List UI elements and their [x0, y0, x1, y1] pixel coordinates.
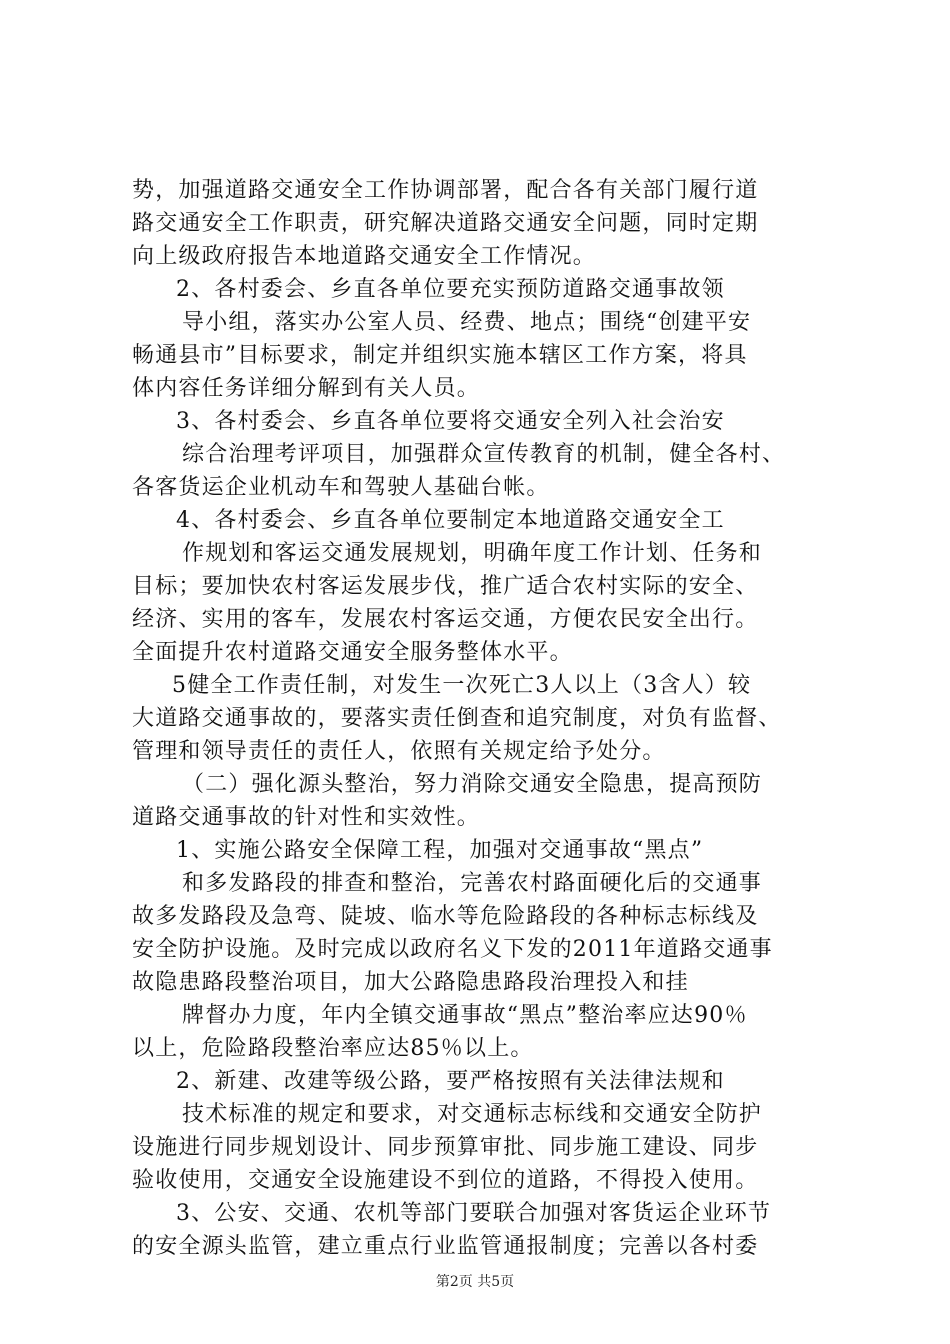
- text-line: 安全防护设施。及时完成以政府名义下发的2011年道路交通事: [132, 937, 773, 962]
- text-line: 故多发路段及急弯、陡坡、临水等危险路段的各种标志标线及: [132, 904, 759, 929]
- text-line: 验收使用，交通安全设施建设不到位的道路，不得投入使用。: [132, 1168, 759, 1193]
- text-line: 道路交通事故的针对性和实效性。: [132, 805, 481, 830]
- text-line: 经济、实用的客车，发展农村客运交通，方便农民安全出行。: [132, 607, 759, 632]
- text-line: 路交通安全工作职责，研究解决道路交通安全问题，同时定期: [132, 211, 759, 236]
- text-line: 3、各村委会、乡直各单位要将交通安全列入社会治安: [176, 409, 725, 434]
- text-line: 4、各村委会、乡直各单位要制定本地道路交通安全工: [176, 508, 725, 533]
- text-line: 势，加强道路交通安全工作协调部署，配合各有关部门履行道: [132, 178, 759, 203]
- text-line: 1、实施公路安全保障工程，加强对交通事故“黑点”: [176, 838, 704, 863]
- document-body: [132, 174, 832, 1263]
- text-line: 的安全源头监管，建立重点行业监管通报制度；完善以各村委: [132, 1234, 759, 1259]
- text-line: 导小组，落实办公室人员、经费、地点；围绕“创建平安: [182, 310, 752, 335]
- text-line: 综合治理考评项目，加强群众宣传教育的机制，健全各村、: [182, 442, 786, 467]
- text-line: 和多发路段的排查和整治，完善农村路面硬化后的交通事: [182, 871, 763, 896]
- text-line: 设施进行同步规划设计、同步预算审批、同步施工建设、同步: [132, 1135, 759, 1160]
- text-line: 以上，危险路段整治率应达85％以上。: [132, 1036, 534, 1061]
- text-line: 向上级政府报告本地道路交通安全工作情况。: [132, 244, 597, 269]
- text-line: 畅通县市”目标要求，制定并组织实施本辖区工作方案，将具: [132, 343, 748, 368]
- page-number-footer: 第2页 共5页: [435, 1274, 515, 1290]
- text-line: 管理和领导责任的责任人，依照有关规定给予处分。: [132, 739, 666, 764]
- text-line: 2、各村委会、乡直各单位要充实预防道路交通事故领: [176, 277, 725, 302]
- text-line: 目标；要加快农村客运发展步伐，推广适合农村实际的安全、: [132, 574, 759, 599]
- text-line: 体内容任务详细分解到有关人员。: [132, 376, 481, 401]
- text-line: 5健全工作责任制，对发生一次死亡3人以上（3含人）较: [172, 673, 752, 698]
- text-line: 2、新建、改建等级公路，要严格按照有关法律法规和: [176, 1069, 725, 1094]
- section-heading-line: （二）强化源头整治，努力消除交通安全隐患，提高预防: [182, 772, 763, 797]
- text-line: 大道路交通事故的，要落实责任倒查和追究制度，对负有监督、: [132, 706, 782, 731]
- text-line: 作规划和客运交通发展规划，明确年度工作计划、任务和: [182, 541, 763, 566]
- text-line: 牌督办力度，年内全镇交通事故“黑点”整治率应达90％: [182, 1003, 748, 1028]
- text-line: 技术标准的规定和要求，对交通标志标线和交通安全防护: [182, 1102, 763, 1127]
- text-line: 3、公安、交通、农机等部门要联合加强对客货运企业环节: [176, 1201, 772, 1226]
- text-line: 全面提升农村道路交通安全服务整体水平。: [132, 640, 573, 665]
- text-line: 故隐患路段整治项目，加大公路隐患路段治理投入和挂: [132, 970, 689, 995]
- text-line: 各客货运企业机动车和驾驶人基础台帐。: [132, 475, 550, 500]
